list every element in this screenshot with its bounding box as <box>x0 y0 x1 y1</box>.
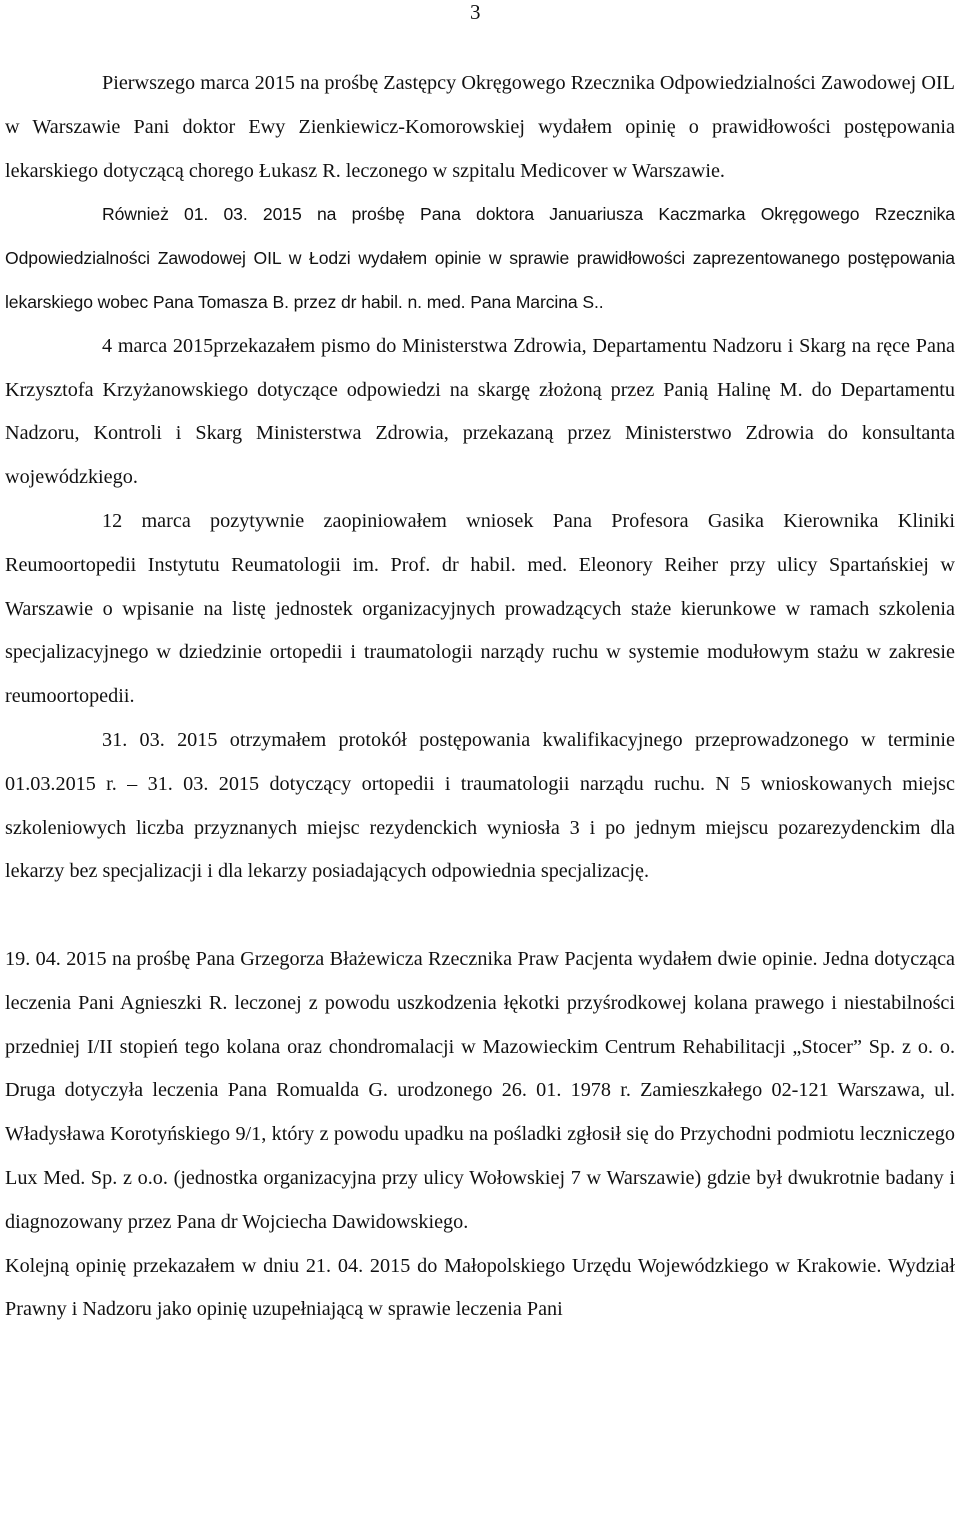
paragraph-clinic-accreditation: 12 marca pozytywnie zaopiniowałem wniosek Pana Profesora Gasika Kierownika Kliniki Reumoortopedii Instytutu Reumatologii im. Prof. dr habil. med. Eleonory Reiher przy ulicy Spartańskiej w Warszawie o wpisanie na listę jednostek organizacyjnych prowadzących staże kierunkowe w ramach szkolenia specjalizacyjnego w dziedzinie ortopedii i traumatologii narządy ruchu w systemie modułowym stażu w zakresie reumoortopedii. <box>5 509 955 708</box>
document-body <box>5 62 955 1332</box>
paragraph-spacer <box>5 894 955 938</box>
paragraph-opinion-warsaw: Pierwszego marca 2015 na prośbę Zastępcy Okręgowego Rzecznika Odpowiedzialności Zawodowej OIL w Warszawie Pani doktor Ewy Zienkiewicz-Komorowskiej wydałem opinię o prawidłowości postępowania lekarskiego dotyczącą chorego Łukasz R. leczonego w szpitalu Medicover w Warszawie. <box>5 72 955 182</box>
paragraph-patient-ombudsman-opinions: 19. 04. 2015 na prośbę Pana Grzegorza Błażewicza Rzecznika Praw Pacjenta wydałem dwie opinie. Jedna dotycząca leczenia Pani Agnieszki R. leczonej z powodu uszkodzenia łękotki przyśrodkowej kolana prawego i niestabilności przedniej I/II stopień tego kolana oraz chondromalacji w Mazowieckim Centrum Rehabilitacji „Stocer” Sp. z o. o. Druga dotyczyła leczenia Pana Romualda G. urodzonego 26. 01. 1978 r. Zamieszkałego 02-121 Warszawa, ul. Władysława Korotyńskiego 9/1, który z powodu upadku na pośladki zgłosił się do Przychodni podmiotu leczniczego Lux Med. Sp. z o.o. (jednostka organizacyjna przy ulicy Wołowskiej 7 w Warszawie) gdzie był dwukrotnie badany i diagnozowany przez Pana dr Wojciecha Dawidowskiego. <box>5 947 955 1233</box>
paragraph-krakow-opinion: Kolejną opinię przekazałem w dniu 21. 04. 2015 do Małopolskiego Urzędu Wojewódzkiego w Krakowie. Wydział Prawny i Nadzoru jako opinię uzupełniającą w sprawie leczenia Pani <box>5 1254 955 1321</box>
paragraph-opinion-lodz: Również 01. 03. 2015 na prośbę Pana doktora Januariusza Kaczmarka Okręgowego Rzecznika Odpowiedzialności Zawodowej OIL w Łodzi wydałem opinie w sprawie prawidłowości zaprezentowanego postępowania lekarskiego wobec Pana Tomasza B. przez dr habil. n. med. Pana Marcina S.. <box>5 204 955 312</box>
paragraph-qualification-protocol: 31. 03. 2015 otrzymałem protokół postępowania kwalifikacyjnego przeprowadzonego w terminie 01.03.2015 r. – 31. 03. 2015 dotyczący ortopedii i traumatologii narządu ruchu. N 5 wnioskowanych miejsc szkoleniowych liczba przyznanych miejsc rezydenckich wyniosła 3 i po jednym miejscu pozarezydenckim dla lekarzy bez specjalizacji i dla lekarzy posiadających odpowiednia specjalizację. <box>5 728 955 883</box>
page-number: 3 <box>470 0 481 24</box>
paragraph-ministry-letter: 4 marca 2015przekazałem pismo do Ministerstwa Zdrowia, Departamentu Nadzoru i Skarg na ręce Pana Krzysztofa Krzyżanowskiego dotyczące odpowiedzi na skargę złożoną przez Panią Halinę M. do Departamentu Nadzoru, Kontroli i Skarg Ministerstwa Zdrowia, przekazaną przez Ministerstwo Zdrowia do konsultanta wojewódzkiego. <box>5 334 955 489</box>
